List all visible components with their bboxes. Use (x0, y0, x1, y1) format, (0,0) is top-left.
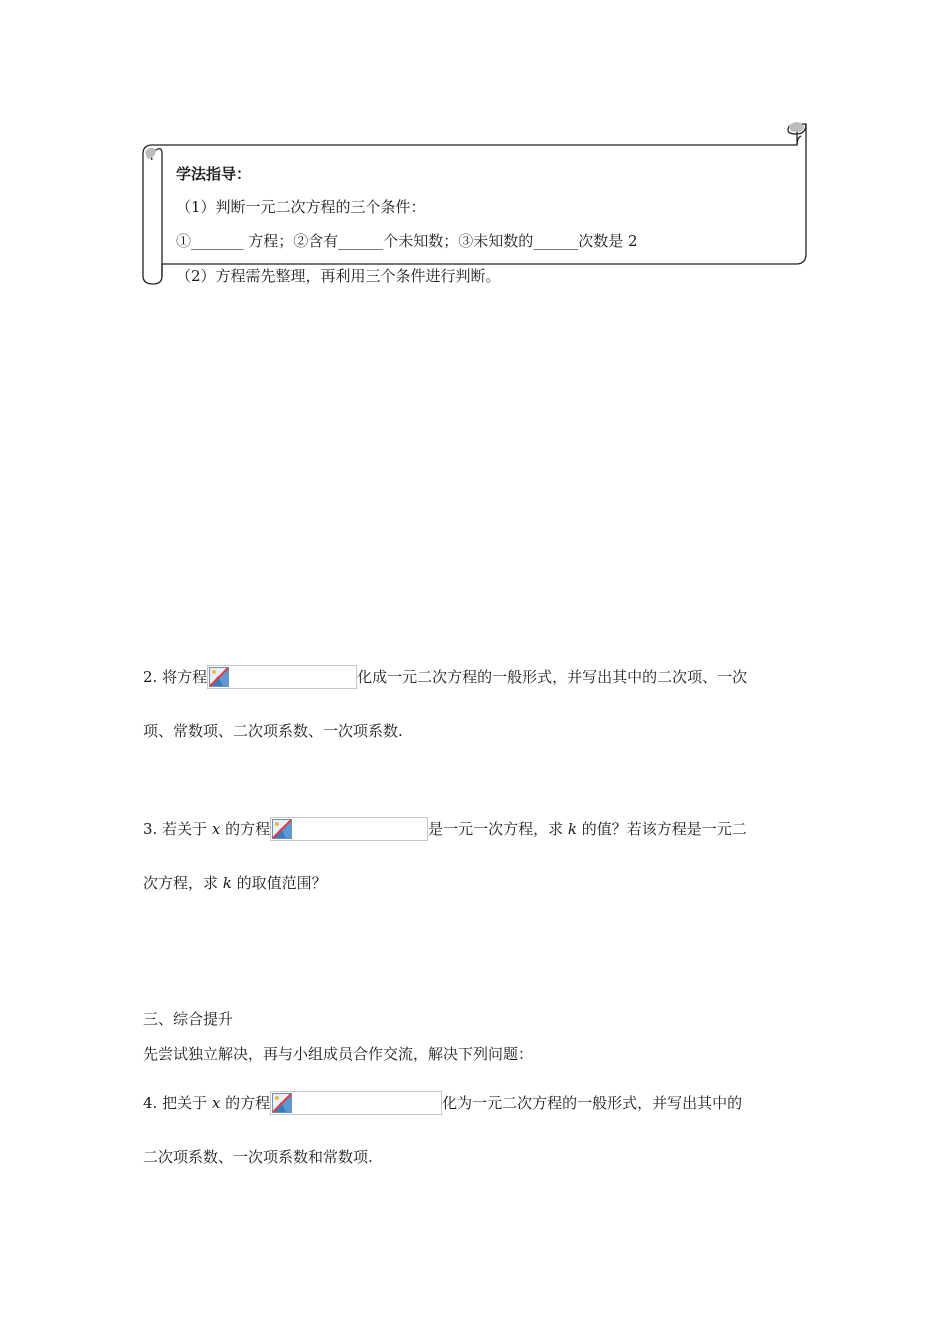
question-3-text: 是一元一次方程，求 (428, 820, 568, 838)
question-4-line-1 (143, 1091, 742, 1115)
scroll-frame (0, 0, 950, 300)
section-intro: 先尝试独立解决，再与小组成员合作交流，解决下列问题： (143, 1045, 534, 1063)
broken-image-icon (270, 1091, 442, 1115)
guide-line-2: ①_______ 方程；②含有______个未知数；③未知数的______次数是 2 (176, 232, 638, 250)
broken-image-icon (207, 665, 357, 689)
question-3-text: 次方程，求 (143, 874, 223, 892)
question-3-text: 的值？若该方程是一元二 (576, 820, 747, 838)
question-3-text: 的方程 (220, 820, 271, 838)
question-2-prefix: 2. 将方程 (143, 668, 208, 686)
question-2-suffix: 化成一元二次方程的一般形式，并写出其中的二次项、一次 (357, 668, 748, 686)
variable-k: k (567, 820, 577, 838)
question-4-text: 的方程 (220, 1094, 271, 1112)
question-4-text: 化为一元二次方程的一般形式，并写出其中的 (442, 1094, 743, 1112)
question-2-line-2: 项、常数项、二次项系数、一次项系数. (143, 722, 403, 740)
broken-image-icon (270, 817, 428, 841)
question-3-text: 的取值范围？ (231, 874, 327, 892)
guide-line-1: （1）判断一元二次方程的三个条件： (176, 198, 426, 216)
question-2-line-1 (143, 665, 747, 689)
section-heading: 三、综合提升 (143, 1010, 234, 1028)
question-3-line-2 (143, 872, 327, 893)
variable-x: x (211, 1094, 221, 1112)
guide-title: 学法指导： (176, 165, 252, 183)
guide-line-3: （2）方程需先整理，再利用三个条件进行判断。 (176, 267, 501, 285)
question-3-text: 3. 若关于 (143, 820, 212, 838)
variable-x: x (211, 820, 221, 838)
question-3-line-1 (143, 817, 747, 841)
question-4-text: 4. 把关于 (143, 1094, 212, 1112)
variable-k: k (222, 874, 232, 892)
question-4-line-2: 二次项系数、一次项系数和常数项. (143, 1148, 373, 1166)
